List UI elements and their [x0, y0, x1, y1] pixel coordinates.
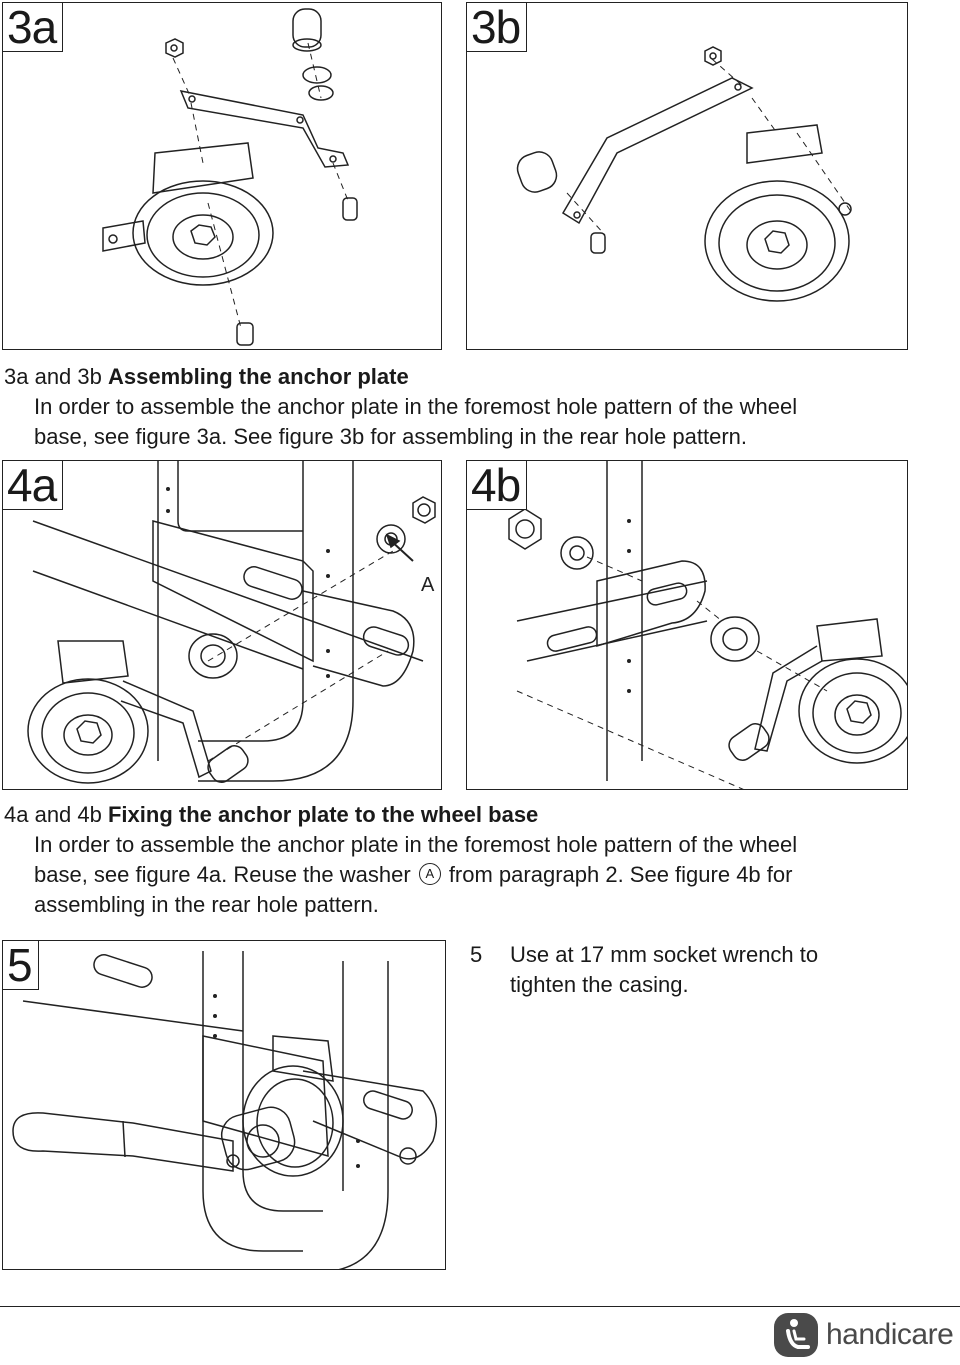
brand-logo	[772, 1308, 953, 1362]
section-4-line-3: assembling in the rear hole pattern.	[34, 892, 379, 917]
figure-label-4b: 4b	[467, 461, 527, 510]
callout-a-label: A	[421, 574, 435, 596]
step-5-line-2: tighten the casing.	[510, 972, 689, 997]
section-3-line-2: base, see figure 3a. See figure 3b for assembling in the rear hole pattern.	[34, 424, 747, 449]
section-4-heading-title: Fixing the anchor plate to the wheel base	[107, 802, 539, 827]
step-5-number: 5	[470, 942, 483, 967]
figure-4b-drawing	[467, 461, 908, 790]
figure-5-drawing	[3, 941, 446, 1270]
figure-3b-drawing	[467, 3, 908, 350]
figure-label-5: 5	[3, 941, 39, 990]
section-4-line-2-end: from paragraph 2. See figure 4b for	[448, 862, 793, 887]
figure-3a-drawing	[3, 3, 442, 350]
section-4-line-2-start: base, see figure 4a. Reuse the washer	[34, 862, 411, 887]
section-3-heading	[4, 362, 797, 392]
section-3-caption	[4, 362, 797, 452]
figure-label-4a: 4a	[3, 461, 63, 510]
section-4-heading-prefix: 4a and 4b	[4, 802, 108, 827]
figure-4a-drawing	[3, 461, 442, 790]
washer-a-symbol: A	[419, 863, 441, 885]
step-5-line-1	[470, 940, 818, 970]
step-5-text	[470, 940, 818, 1000]
figure-label-3a: 3a	[3, 3, 63, 52]
section-4-heading	[4, 800, 797, 830]
step-5-instruction: Use at 17 mm socket wrench to	[510, 942, 819, 967]
section-3-heading-prefix: 3a and 3b	[4, 364, 108, 389]
figure-3a	[2, 2, 442, 350]
footer-divider	[0, 1306, 960, 1307]
section-4-line-2	[4, 860, 797, 890]
figure-4b	[466, 460, 908, 790]
section-4-caption	[4, 800, 797, 920]
figure-3b	[466, 2, 908, 350]
figure-5	[2, 940, 446, 1270]
brand-name: handicare	[826, 1318, 954, 1351]
section-3-line-1: In order to assemble the anchor plate in the foremost hole pattern of the wheel	[34, 394, 798, 419]
section-3-heading-title: Assembling the anchor plate	[107, 364, 409, 389]
handicare-logo-icon	[772, 1311, 820, 1359]
figure-label-3b: 3b	[467, 3, 527, 52]
section-4-line-1: In order to assemble the anchor plate in the foremost hole pattern of the wheel	[34, 832, 798, 857]
figure-4a	[2, 460, 442, 790]
